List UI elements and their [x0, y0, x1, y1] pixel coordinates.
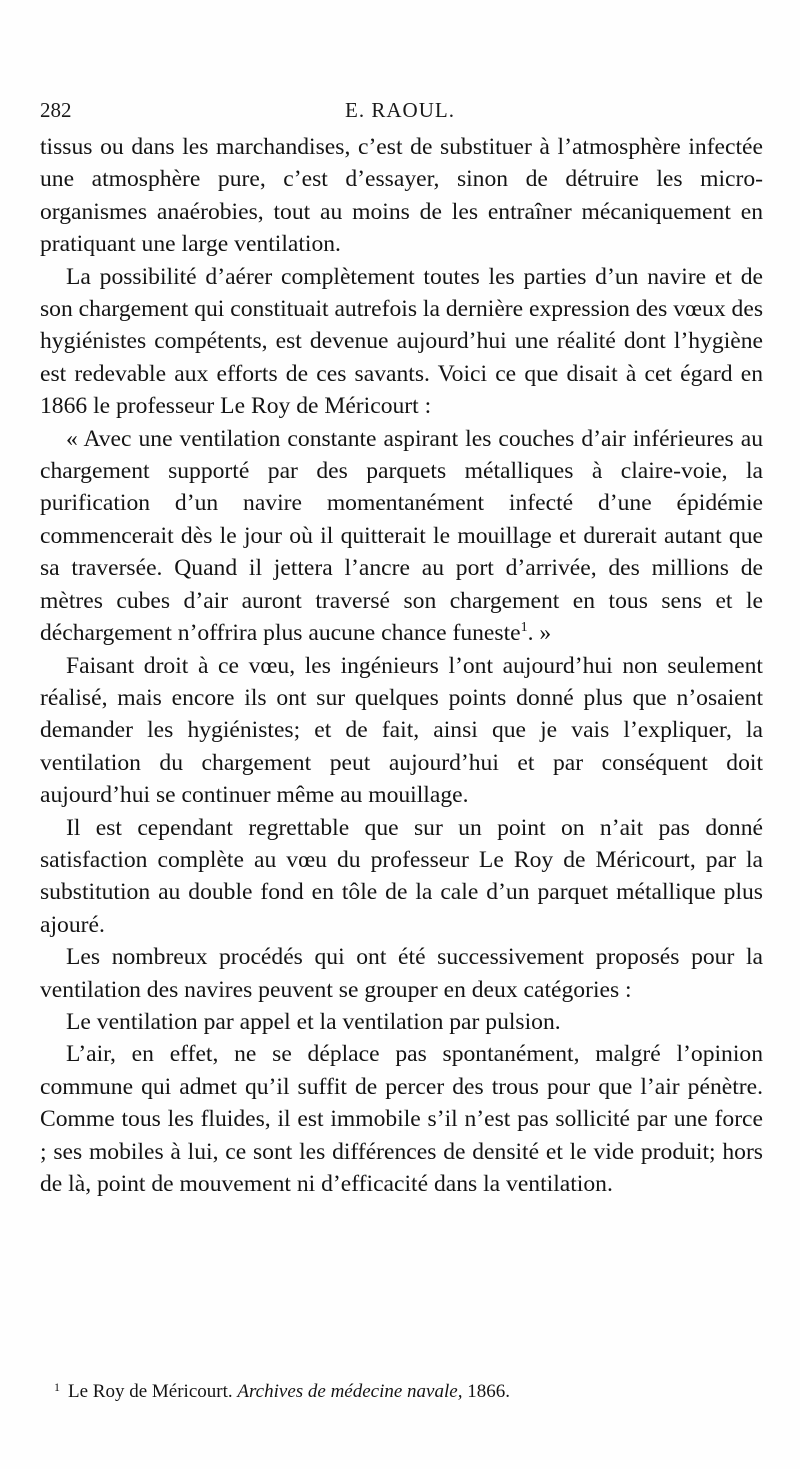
- paragraph: La possibilité d’aérer complètement toutes les parties d’un navire et de son chargement qui constituait autrefois la dernière expression des vœux des hygiénistes compétents, est devenue aujourd’hui une réalité dont l’hygiène est redevable aux efforts de ces savants. Voici ce que disait à cet égard en 1866 le professeur Le Roy de Méricourt :: [40, 263, 763, 420]
- footnote-year: 1866.: [467, 1381, 510, 1402]
- quote-paragraph: [40, 423, 763, 650]
- paragraph: tissus ou dans les marchandises, c’est de substituer à l’atmosphère infectée une atmosphère pure, c’est d’essayer, sinon de détruire les micro-organismes anaérobies, tout au moins de les entraîner mécaniquement en pratiquant une large ventilation.: [40, 134, 763, 258]
- paragraph: Il est cependant regrettable que sur un point on n’ait pas donné satisfaction complète au vœu du professeur Le Roy de Méricourt, par la substitution au double fond en tôle de la cale d’un parquet métallique plus ajouré.: [40, 814, 763, 938]
- paragraph: Le ventilation par appel et la ventilation par pulsion.: [66, 1008, 561, 1035]
- paragraph: Les nombreux procédés qui ont été successivement proposés pour la ventilation des navires peuvent se grouper en deux catégories :: [40, 944, 763, 1003]
- footnote-mark: 1: [54, 1380, 60, 1394]
- page-number: 282: [40, 98, 72, 122]
- footnote-reference: 1: [520, 620, 528, 636]
- quote-text: « Avec une ventilation constante aspirant les couches d’air inférieures au chargement supporté par des parquets métalliques à claire-voie, la purification d’un navire momentanément infecté d’une épidémie commencerait dès le jour où il quitterait le mouillage et durerait autant que sa traversée. Quand il jettera l’ancre au port d’arrivée, des millions de mètres cubes d’air auront traversé son chargement en tous sens et le déchargement n’offrira plus aucune chance funeste: [40, 425, 763, 647]
- paragraph: Faisant droit à ce vœu, les ingénieurs l’ont aujourd’hui non seulement réalisé, mais encore ils ont sur quelques points donné plus que n’osaient demander les hygiénistes; et de fait, ainsi que je vais l’expliquer, la ventilation du chargement peut aujourd’hui et par conséquent doit aujourd’hui se continuer même au mouillage.: [40, 652, 763, 809]
- footnote-title: Archives de médecine navale,: [237, 1381, 463, 1402]
- footnote-author: Le Roy de Méricourt.: [68, 1381, 233, 1402]
- paragraph: L’air, en effet, ne se déplace pas spontanément, malgré l’opinion commune qui admet qu’il suffit de percer des trous pour que l’air pénètre. Comme tous les fluides, il est immobile s’il n’est pas sollicité par une force ; ses mobiles à lui, ce sont les différences de densité et le vide produit; hors de là, point de mouvement ni d’efficacité dans la ventilation.: [40, 1041, 763, 1197]
- quote-closing: . »: [527, 620, 552, 647]
- page-header: [40, 98, 760, 124]
- body-text: [40, 131, 763, 1200]
- footnote: [40, 1380, 763, 1405]
- running-head: E. RAOUL.: [345, 98, 455, 122]
